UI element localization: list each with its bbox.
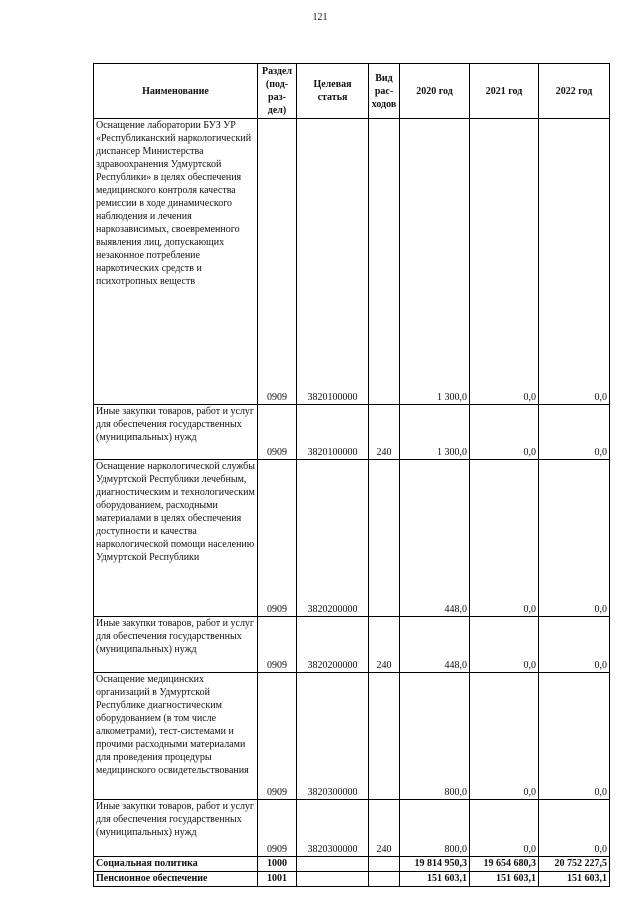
table-row (94, 460, 610, 617)
row-name: Оснащение наркологической службы Удмуртской Республики лечебным, диагностическим и технологическим оборудованием, расходными материалами в целях обеспечения доступности и качества наркологической помощи населению Удмуртской Республики (94, 460, 258, 617)
row-expense-type (369, 857, 400, 872)
row-2022: 151 603,1 (539, 872, 610, 887)
row-expense-type: 240 (369, 405, 400, 460)
row-section: 0909 (258, 617, 297, 673)
row-section: 1001 (258, 872, 297, 887)
header-2020: 2020 год (400, 64, 470, 119)
row-name: Иные закупки товаров, работ и услуг для обеспечения государственных (муниципальных) нужд (94, 405, 258, 460)
row-target: 3820300000 (297, 800, 369, 857)
row-section: 0909 (258, 800, 297, 857)
row-name: Социальная политика (94, 857, 258, 872)
row-2022: 0,0 (539, 405, 610, 460)
row-name: Иные закупки товаров, работ и услуг для обеспечения государственных (муниципальных) нужд (94, 800, 258, 857)
header-target: Целевая статья (297, 64, 369, 119)
row-name: Оснащение лаборатории БУЗ УР «Республиканский наркологический диспансер Министерства здравоохранения Удмуртской Республики» в целях обеспечения медицинского контроля качества ремиссии в ходе динамического наблюдения и лечения наркозависимых, своевременного выявления лиц, допускающих незаконное потребление наркотических средств и психотропных веществ (94, 119, 258, 405)
row-name: Пенсионное обеспечение (94, 872, 258, 887)
row-2022: 0,0 (539, 617, 610, 673)
header-2021: 2021 год (470, 64, 539, 119)
row-2020: 1 300,0 (400, 119, 470, 405)
row-section: 0909 (258, 673, 297, 800)
row-expense-type (369, 460, 400, 617)
row-section: 0909 (258, 460, 297, 617)
row-section: 0909 (258, 119, 297, 405)
row-expense-type (369, 119, 400, 405)
header-name: Наименование (94, 64, 258, 119)
row-2021: 0,0 (470, 673, 539, 800)
row-target: 3820300000 (297, 673, 369, 800)
row-expense-type (369, 872, 400, 887)
row-2020: 800,0 (400, 673, 470, 800)
row-2022: 0,0 (539, 800, 610, 857)
row-2022: 0,0 (539, 673, 610, 800)
row-2022: 20 752 227,5 (539, 857, 610, 872)
table-row (94, 800, 610, 857)
row-2022: 0,0 (539, 460, 610, 617)
row-2021: 151 603,1 (470, 872, 539, 887)
row-2021: 0,0 (470, 617, 539, 673)
row-target: 3820200000 (297, 617, 369, 673)
table-row-total (94, 857, 610, 872)
row-section: 0909 (258, 405, 297, 460)
row-2021: 19 654 680,3 (470, 857, 539, 872)
row-name: Оснащение медицинских организаций в Удмуртской Республике диагностическим оборудованием (в том числе алкометрами), тест-системами и прочими расходными материалами для проведения процедуры медицинского освидетельствования (94, 673, 258, 800)
row-2021: 0,0 (470, 405, 539, 460)
row-name: Иные закупки товаров, работ и услуг для обеспечения государственных (муниципальных) нужд (94, 617, 258, 673)
row-target (297, 857, 369, 872)
row-expense-type: 240 (369, 617, 400, 673)
row-2020: 448,0 (400, 617, 470, 673)
row-2021: 0,0 (470, 800, 539, 857)
row-2021: 0,0 (470, 460, 539, 617)
page-number: 121 (312, 12, 328, 23)
row-expense-type (369, 673, 400, 800)
row-2021: 0,0 (470, 119, 539, 405)
header-2022: 2022 год (539, 64, 610, 119)
budget-table (93, 63, 610, 887)
table-row (94, 405, 610, 460)
row-target: 3820100000 (297, 405, 369, 460)
row-2020: 19 814 950,3 (400, 857, 470, 872)
table-row (94, 617, 610, 673)
row-target: 3820200000 (297, 460, 369, 617)
row-target: 3820100000 (297, 119, 369, 405)
row-expense-type: 240 (369, 800, 400, 857)
row-2020: 800,0 (400, 800, 470, 857)
row-2022: 0,0 (539, 119, 610, 405)
row-2020: 448,0 (400, 460, 470, 617)
table-row-total (94, 872, 610, 887)
row-2020: 1 300,0 (400, 405, 470, 460)
header-expense-type: Вид рас-ходов (369, 64, 400, 119)
row-target (297, 872, 369, 887)
table-row (94, 673, 610, 800)
row-2020: 151 603,1 (400, 872, 470, 887)
header-section: Раздел (под-раз-дел) (258, 64, 297, 119)
table-row (94, 119, 610, 405)
header-row (94, 64, 610, 119)
row-section: 1000 (258, 857, 297, 872)
